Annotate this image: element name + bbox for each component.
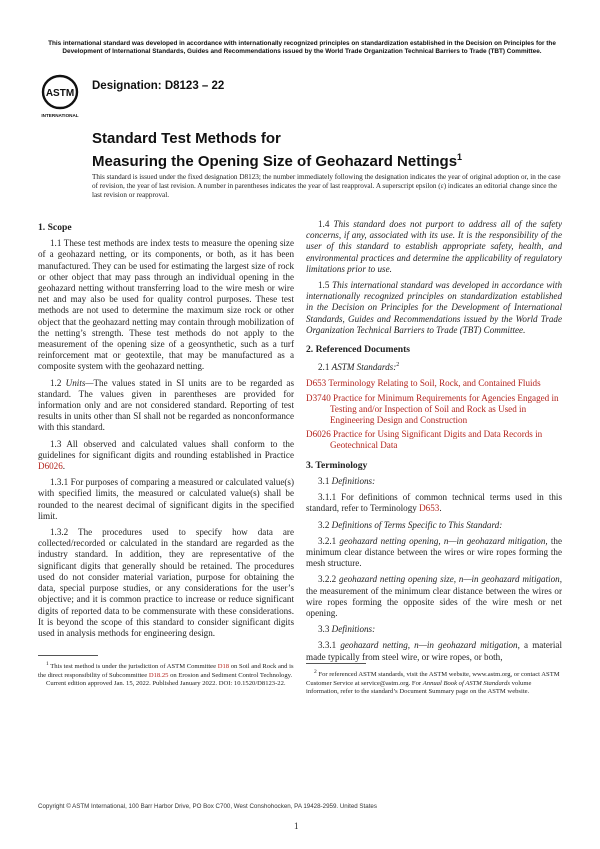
footnote-rule-left [38, 655, 98, 656]
para-1-5: 1.5 This international standard was developed in accordance with internationally recognized principles on standardization established in the Decision on Principles for the Development of International Standards, Guides and Recommendations issued by the World Trade Organization Technical Barriers to Trade (TBT) Committee. [306, 280, 562, 335]
reference-item[interactable]: D6026 Practice for Using Significant Digits and Data Records in Geotechnical Data [306, 429, 543, 451]
para-1-3-2: 1.3.2 The procedures used to specify how data are collected/recorded or calculated in the standard are regarded as the industry standard. In addition, they are representative of the significant digits that generally should be retained. The procedures used do not consider material variation, purpose for obtaining the data, special purpose studies, or any considerations for the user’s objective; and it is common practice to increase or reduce significant digits of reported data to be commensurate with these considerations. It is beyond the scope of this standard to consider significant digits used in analysis methods for engineering design. [38, 527, 294, 638]
section-2-heading: 2. Referenced Documents [306, 344, 410, 356]
para-3-1-1: 3.1.1 For definitions of common technical terms used in this standard, refer to Terminology D653. [306, 492, 562, 514]
left-column [38, 222, 294, 644]
tbt-notice: This international standard was developed in accordance with internationally recognized principles on standardization established in the Decision on Principles for the Development of International Standards, Guides and Recommendations issued by the World Trade Organization Technical Barriers to Trade (TBT) Committee. [48, 40, 556, 56]
para-2-1: 2.1 ASTM Standards:$^2$ [318, 362, 400, 373]
astm-logo-mark [40, 74, 80, 120]
para-3-2-1: 3.2.1 geohazard netting opening, n—in geohazard mitigation, the minimum clear distance between the wires or wire ropes forming the mesh structure. [306, 535, 562, 569]
ref-link-d653[interactable]: D653 [419, 503, 440, 514]
para-1-3-1: 1.3.1 For purposes of comparing a measured or calculated value(s) with specified limits, the measured or calculated value(s) shall be rounded to the nearest decimal of significant digits in the specified limit. [38, 477, 294, 521]
para-1-3: 1.3 All observed and calculated values shall conform to the guidelines for significant digits and rounding established in Practice D6026. [38, 438, 294, 472]
reference-item[interactable]: D3740 Practice for Minimum Requirements for Agencies Engaged in Testing and/or Inspection of Soil and Rock as Used in Engineering Design and Construction [306, 392, 559, 426]
para-3-3: 3.3 Definitions: [318, 624, 376, 635]
title-line-1: Standard Test Methods for [92, 130, 281, 147]
logo-text: ASTM [45, 88, 75, 99]
footnote-2: $^2$ For referenced ASTM standards, visit the ASTM website, www.astm.org, or contact ASTM Customer Service at service@astm.org. For Annual Book of ASTM Standards volume information, refer to the standard’s Document Summary page on the ASTM website. [306, 669, 560, 695]
para-3-3-1: 3.3.1 geohazard netting, n—in geohazard mitigation, a material made typically from steel wire, or wire ropes, or both, [306, 640, 562, 662]
ref-link-d18-25[interactable]: D18.25 [148, 671, 169, 679]
issued-note: This standard is issued under the fixed designation D8123; the number immediately following the designation indicates the year of original adoption or, in the case of revision, the year of last revision. A number in parentheses indicates the year of last reapproval. A superscript epsilon (ε) indicates an editorial change since the last revision or reapproval. [92, 173, 561, 199]
astm-logo [40, 74, 80, 120]
para-3-2: 3.2 Definitions of Terms Specific to This Standard: [318, 519, 503, 530]
document-title [92, 130, 562, 171]
section-1-heading: 1. Scope [38, 222, 72, 233]
copyright-line: Copyright © ASTM International, 100 Barr Harbor Drive, PO Box C700, West Conshohocken, PA 19428-2959. United States [38, 803, 377, 810]
title-footnote-mark[interactable]: 1 [457, 152, 463, 162]
para-1-1: 1.1 These test methods are index tests to measure the opening size of a geohazard netting, or its components, or both, as it has been manufactured. They can be used for estimating the largest size of rock or other object that may pass through an individual opening in the geohazard netting without transferring load to the wire mesh or wire net and may also be used for quality control purposes. These test methods are not used to determine the maximum size rock or other object that the geohazard netting may contain through mobilization of the netting’s strength. These test methods do not apply to the measurement of the opening size of a geosynthetic, such as a turf reinforcement mat or geotextile, that may be manufactured as a composite system with the geohazard netting. [38, 238, 294, 372]
para-1-4: 1.4 This standard does not purport to address all of the safety concerns, if any, associated with its use. It is the responsibility of the user of this standard to establish appropriate safety, health, and environmental practices and determine the applicability of regulatory limitations prior to use. [306, 219, 562, 274]
ref-link-d18[interactable]: D18 [217, 663, 230, 671]
para-1-2: 1.2 Units—The values stated in SI units are to be regarded as standard. The values given in parentheses are provided for information only and are not considered standard. Reporting of test results in units other than SI shall not be regarded as nonconformance with this standard. [38, 377, 294, 433]
footnote-rule-right [306, 663, 366, 664]
right-column [306, 219, 562, 668]
logo-subtext: INTERNATIONAL [41, 113, 79, 118]
ref-link-d6026[interactable]: D6026 [38, 461, 63, 472]
section-3-heading: 3. Terminology [306, 459, 368, 471]
para-3-2-2: 3.2.2 geohazard netting opening size, n—in geohazard mitigation, the measurement of the minimum clear distance between the wires or wire ropes forming the opposite sides of the wire mesh or net opening. [306, 574, 562, 618]
title-line-2: Measuring the Opening Size of Geohazard Nettings [92, 153, 458, 170]
page-number: 1 [294, 821, 299, 831]
reference-item[interactable]: D653 Terminology Relating to Soil, Rock, and Contained Fluids [306, 378, 541, 389]
footnote-1: $^1$ This test method is under the jurisdiction of ASTM Committee D18 on Soil and Rock and is the direct responsibility of Subcommittee D18.25 on Erosion and Sediment Control Technology. Current edition approved Jan. 15, 2022. Published January 2022. DOI: 10.1520/D8123-22. [38, 661, 294, 687]
designation: Designation: D8123 – 22 [92, 80, 225, 92]
para-3-1: 3.1 Definitions: [318, 475, 376, 486]
